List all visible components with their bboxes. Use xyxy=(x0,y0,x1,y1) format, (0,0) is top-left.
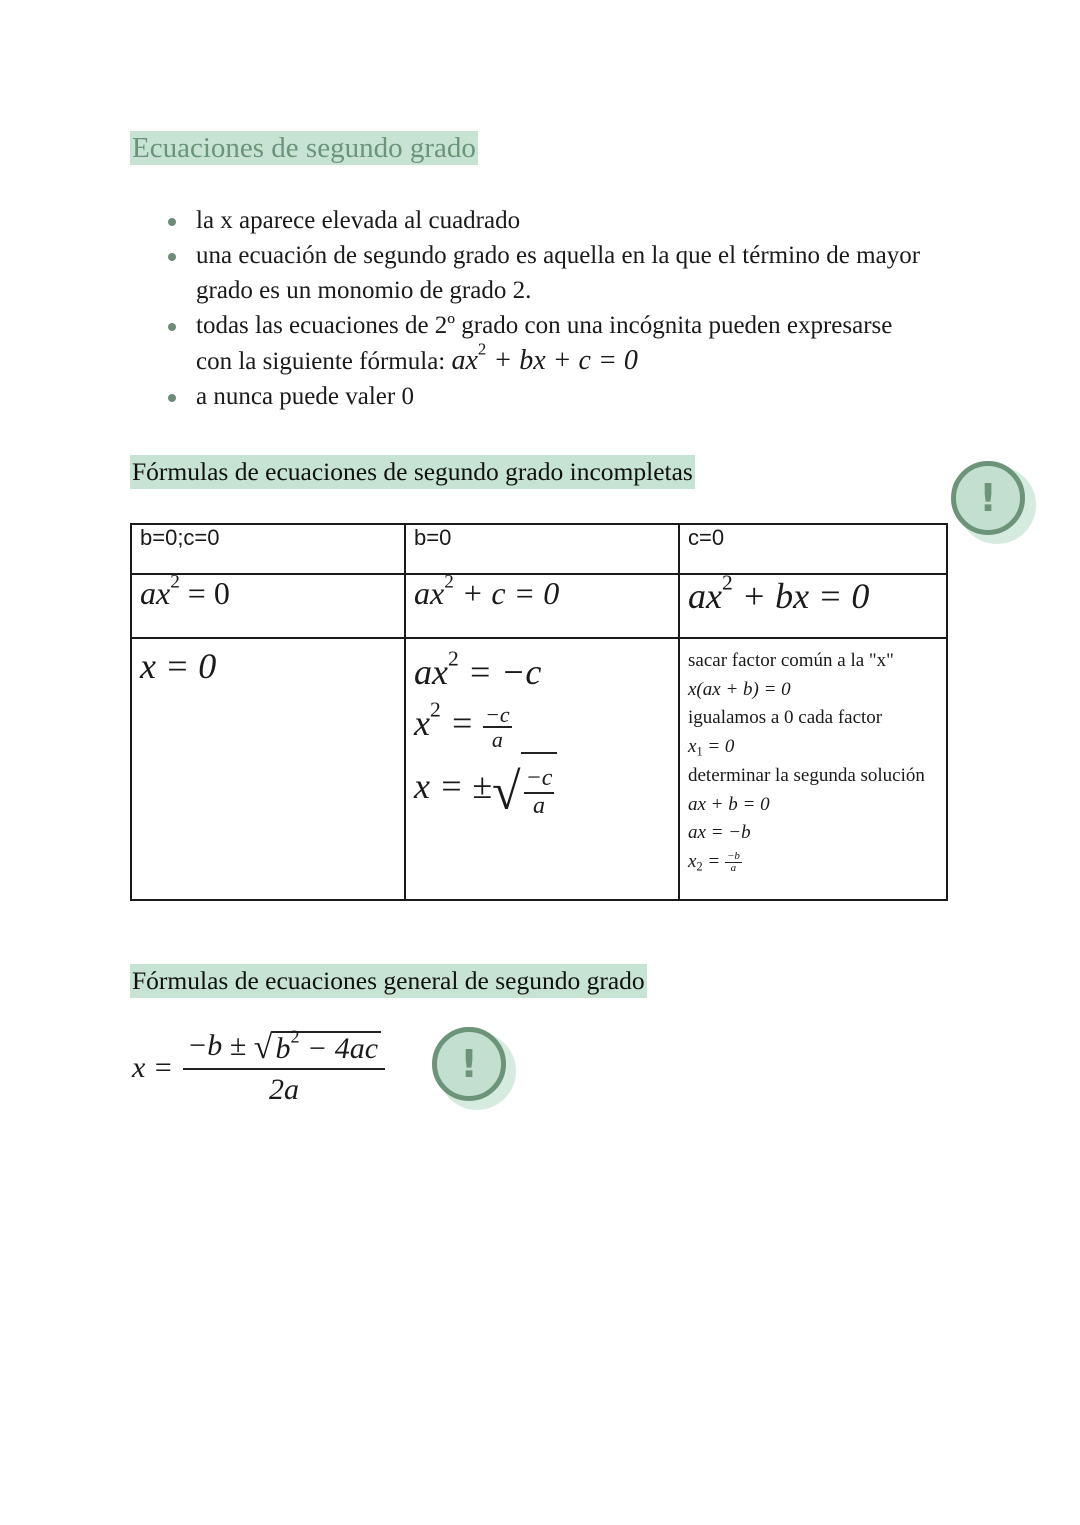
list-item: todas las ecuaciones de 2º grado con una incógnita pueden expresarse con la siguiente fórmula: $ax^2$ + bx + c = 0 xyxy=(160,308,916,379)
exclamation-icon: ! xyxy=(979,476,997,520)
sqrt-symbol: √ $\frac{-c}{a}$ xyxy=(492,752,557,828)
list-item: la x aparece elevada al cuadrado xyxy=(160,203,960,238)
header-cell-b0: b=0 xyxy=(405,524,679,574)
table-row-solutions xyxy=(131,638,947,900)
step-1: $ax^2 = -c$ xyxy=(414,646,542,692)
section-heading-incomplete: Fórmulas de ecuaciones de segundo grado incompletas xyxy=(130,455,695,489)
equation-cell: $ax^2$ + bx = 0 xyxy=(679,574,947,638)
exclamation-icon: ! xyxy=(460,1042,478,1086)
equation-cell: $ax^2 = 0$ xyxy=(131,574,405,638)
general-form-equation: $ax^2$ + bx + c = 0 xyxy=(451,339,638,376)
page-title: Ecuaciones de segundo grado xyxy=(132,132,476,164)
list-item: una ecuación de segundo grado es aquella en la que el término de mayor grado es un monomio de grado 2. xyxy=(160,238,956,308)
quadratic-formula: x = $\frac{-b \pm √ b^2 - 4ac}{2a}$ xyxy=(132,1030,385,1105)
incomplete-equations-table xyxy=(130,523,948,901)
bullet-list xyxy=(160,203,960,414)
solution-cell-c0: sacar factor común a la "x" x(ax + b) = 0 igualamos a 0 cada factor $x_1 = 0$ determinar la segunda solución ax + b = 0 ax = −b $x_2$ = $\frac{-b}{a}$ xyxy=(679,638,947,900)
solution-cell-b0 xyxy=(405,638,679,900)
header-cell-b0c0: b=0;c=0 xyxy=(131,524,405,574)
important-badge-general[interactable] xyxy=(432,1027,506,1101)
list-item: a nunca puede valer 0 xyxy=(160,379,960,414)
section-heading-general: Fórmulas de ecuaciones general de segundo grado xyxy=(130,964,647,998)
solution-cell-b0c0: x = 0 xyxy=(131,638,405,900)
sqrt-symbol: √ $b^2 - 4ac$ xyxy=(254,1030,381,1066)
formula-fraction: $\frac{-b \pm √ b^2 - 4ac}{2a}$ xyxy=(183,1030,385,1105)
table-row-equations xyxy=(131,574,947,638)
step-3: x = ±√ $\frac{-c}{a}$ xyxy=(414,751,670,828)
table-header-row xyxy=(131,524,947,574)
equation-cell: $ax^2 + c = 0$ xyxy=(405,574,679,638)
important-badge[interactable] xyxy=(951,461,1025,535)
step-2: $x^2$ = $\frac{-c}{a}$ xyxy=(414,697,510,752)
header-cell-c0: c=0 xyxy=(679,524,947,574)
